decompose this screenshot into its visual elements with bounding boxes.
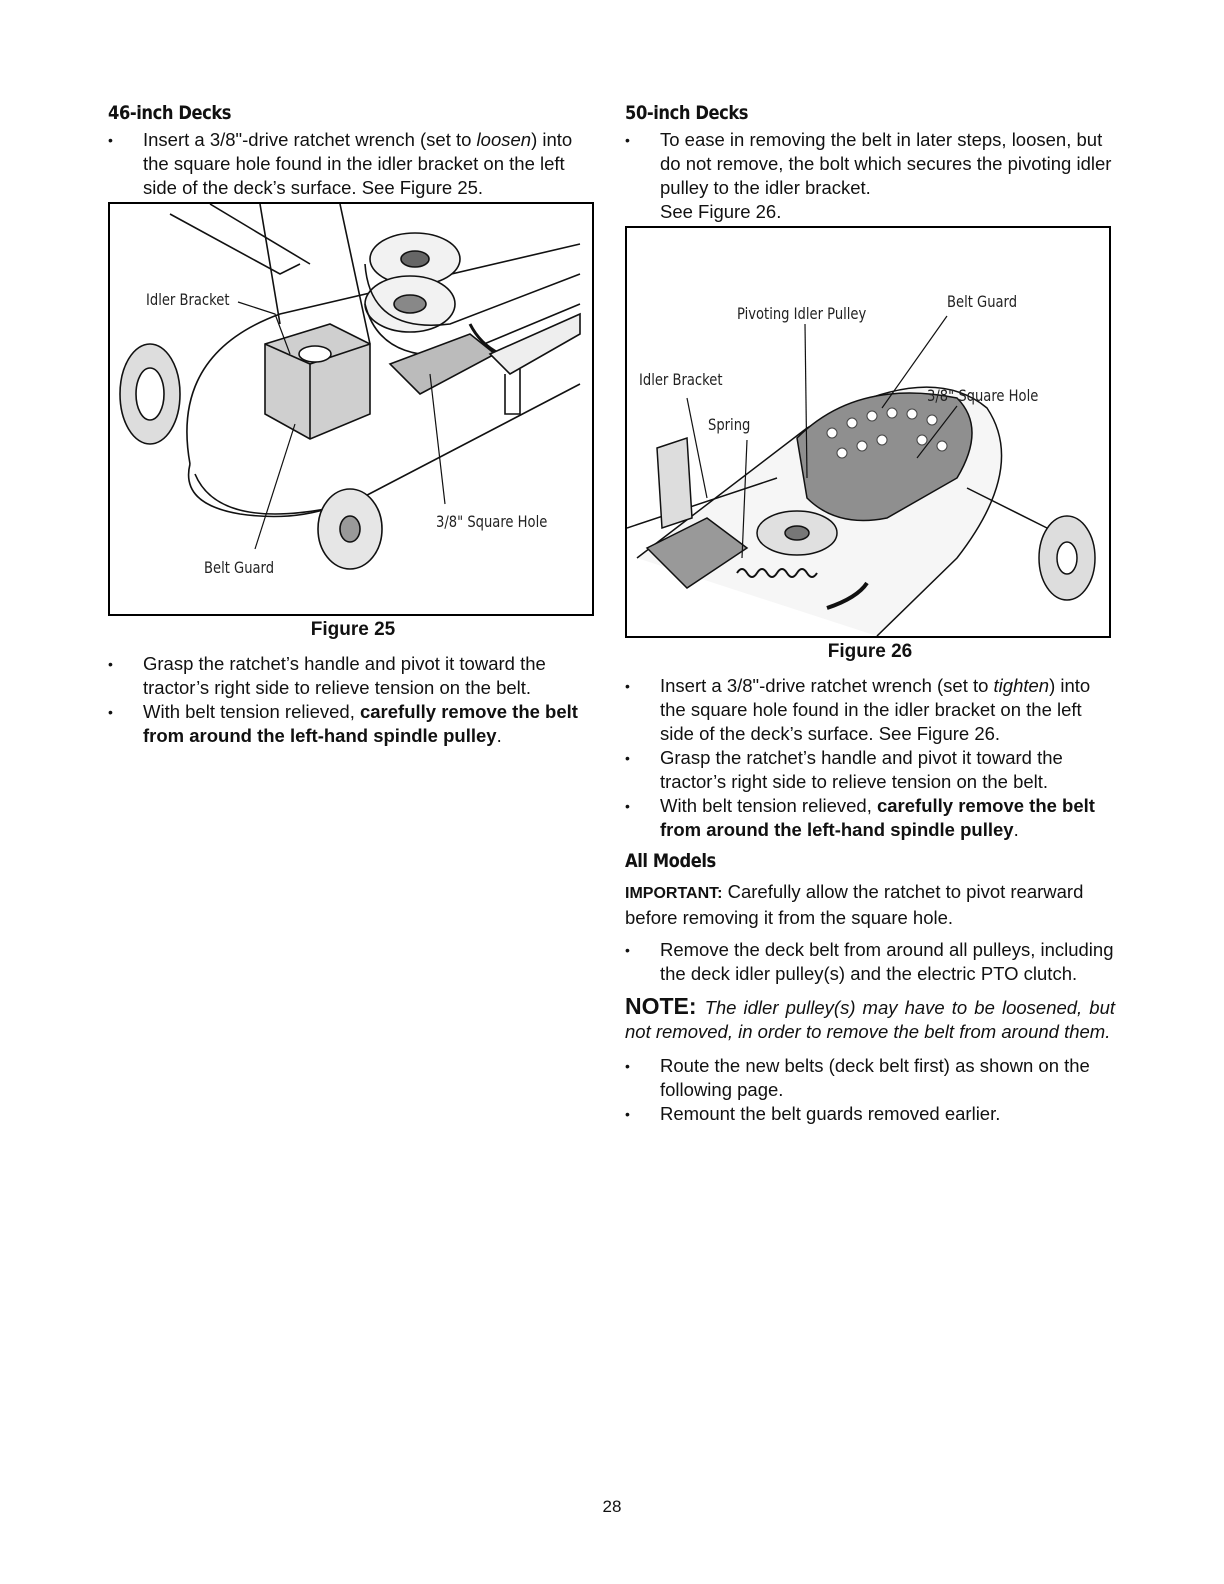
note: NOTE: The idler pulley(s) may have to be loosened, but not removed, in order to remove the belt from around them. — [625, 993, 1115, 1042]
list-item: • Remove the deck belt from around all pulleys, including the deck idler pulley(s) and the electric PTO clutch. — [625, 938, 1115, 986]
list-item: • With belt tension relieved, carefully remove the belt from around the left-hand spindle pulley. — [625, 794, 1115, 842]
label-pivoting-idler-pulley: Pivoting Idler Pulley — [737, 304, 867, 323]
figure-25 — [108, 202, 594, 616]
figure-26-caption: Figure 26 — [827, 641, 913, 662]
section-heading-50-inch: 50-inch Decks — [625, 102, 749, 124]
important-notice: IMPORTANT: Carefully allow the ratchet to pivot rearward before removing it from the square hole. — [625, 881, 1084, 928]
label-square-hole: 3/8" Square Hole — [436, 512, 548, 531]
label-idler-bracket: Idler Bracket — [639, 370, 723, 389]
instructions-46-part1 — [108, 128, 598, 200]
instructions-all-part2 — [625, 1054, 1115, 1126]
list-item: • Insert a 3/8"-drive ratchet wrench (set to loosen) into the square hole found in the idler bracket on the left side of the deck’s surface. See Figure 25. — [108, 128, 598, 200]
page-number: 28 — [602, 1497, 622, 1516]
label-belt-guard: Belt Guard — [204, 558, 275, 577]
label-square-hole: 3/8" Square Hole — [927, 386, 1039, 405]
figure-25-illustration — [110, 204, 592, 614]
instructions-46-part2 — [108, 652, 598, 748]
left-column — [108, 100, 598, 748]
section-heading-all-models: All Models — [625, 850, 716, 872]
figure-25-caption: Figure 25 — [310, 619, 396, 640]
list-item: • Grasp the ratchet’s handle and pivot it toward the tractor’s right side to relieve tension on the belt. — [625, 746, 1115, 794]
label-idler-bracket: Idler Bracket — [146, 290, 230, 309]
instructions-50-part2 — [625, 674, 1115, 842]
list-item: • To ease in removing the belt in later steps, loosen, but do not remove, the bolt which secures the pivoting idler pulley to the idler bracket. See Figure 26. — [625, 128, 1115, 224]
instructions-all-part1 — [625, 938, 1115, 986]
instructions-50-part1 — [625, 128, 1115, 224]
figure-26 — [625, 226, 1111, 638]
list-item: • Grasp the ratchet’s handle and pivot it toward the tractor’s right side to relieve tension on the belt. — [108, 652, 598, 700]
figure-26-illustration — [627, 228, 1109, 636]
list-item: • Remount the belt guards removed earlier. — [625, 1102, 1115, 1126]
right-column — [625, 100, 1115, 1126]
list-item: • Insert a 3/8"-drive ratchet wrench (set to tighten) into the square hole found in the idler bracket on the left side of the deck’s surface. See Figure 26. — [625, 674, 1115, 746]
list-item: • With belt tension relieved, carefully remove the belt from around the left-hand spindle pulley. — [108, 700, 598, 748]
label-spring: Spring — [708, 415, 751, 434]
section-heading-46-inch: 46-inch Decks — [108, 102, 232, 124]
label-belt-guard: Belt Guard — [947, 292, 1018, 311]
list-item: • Route the new belts (deck belt first) as shown on the following page. — [625, 1054, 1115, 1102]
